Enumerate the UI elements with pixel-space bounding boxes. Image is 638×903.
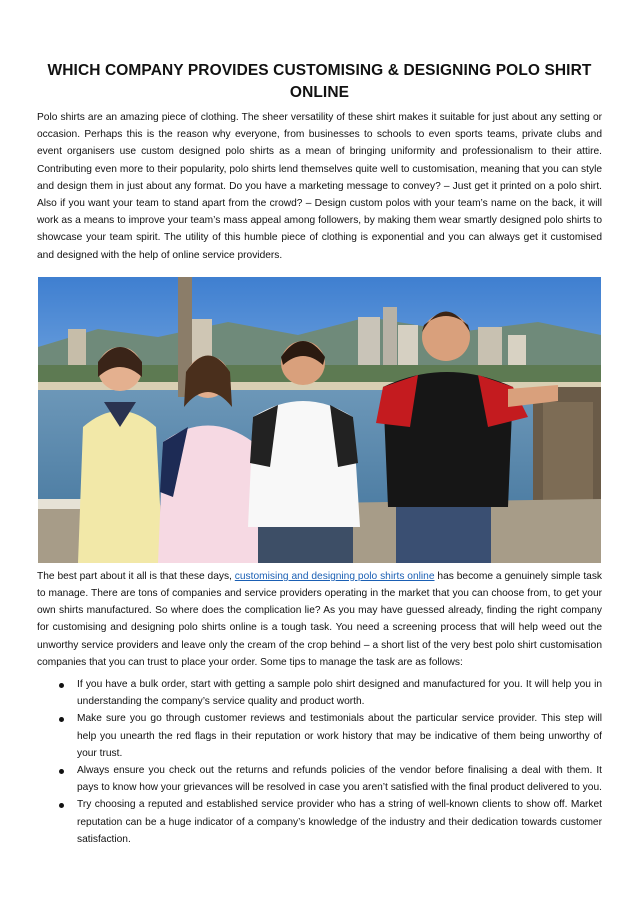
intro-paragraph: Polo shirts are an amazing piece of clothing. The sheer versatility of these shirt makes it suitable for just about any setting or occasion. Perhaps this is the reason why everyone, from businesses to schools to even sports teams, private clubs and event organisers use custom designed polo shirts as a mean of bringing uniformity and professionalism to their attire. Contributing even more to their popularity, polo shirts lend themselves quite well to customisation, meaning that you can style and design them in just about any format. Do you have a marketing message to convey? – Just get it printed on a polo shirt. Also if you want your team to stand apart from the crowd? – Design custom polos with your team’s name on the back, it will work as a means to improve your team’s mass appeal among followers, by making them wear smartly designed polo shirts to showcase your team spirit. The utility of this humble piece of clothing is exponential and you can always get it customised and designed with the help of online service providers. [37,112,602,261]
tips-list [37,676,602,848]
list-item [37,762,602,796]
tip-text: If you have a bulk order, start with getting a sample polo shirt designed and manufactured for you. It will help you in understanding the company’s service quality and product worth. [77,679,602,708]
tip-text: Try choosing a reputed and established service provider who has a string of well-known clients to show off. Market reputation can be a huge indicator of a company’s knowledge of the industry and their dedication towards customer satisfaction. [77,799,602,845]
body-text-end: has become a genuinely simple task to manage. There are tons of companies and service providers operating in the market that you can choose from, to get your own shirts manufactured. So where does the complication lie? As you may have guessed already, finding the right company for customising and designing polo shirts online is a tough task. You need a screening process that will help weed out the unworthy service providers and leave only the cream of the crop behind – a short list of the very best polo shirt customisation companies that you can trust to place your order. Some tips to manage the task are as follows: [37,570,603,668]
polo-shirts-photo [38,277,601,563]
body-text-start: The best part about it all is that these days, [37,570,235,582]
polo-customising-link[interactable]: customising and designing polo shirts online [234,570,435,582]
list-item [37,710,602,762]
list-item [37,676,602,710]
list-item [37,796,602,848]
body-paragraph [37,568,602,671]
page-title: WHICH COMPANY PROVIDES CUSTOMISING & DESIGNING POLO SHIRT ONLINE [47,62,592,101]
bullet-icon [59,683,64,688]
bullet-icon [59,769,64,774]
document-page [37,60,602,848]
tip-text: Make sure you go through customer reviews and testimonials about the particular service provider. This step will help you unearth the red flags in their reputation or work history that may be indicative of them being unworthy of your trust. [77,713,602,759]
bullet-icon [59,803,64,808]
bullet-icon [59,717,64,722]
tip-text: Always ensure you check out the returns and refunds policies of the vendor before finalising a deal with them. It pays to know how your grievances will be resolved in case you aren’t satisfied with the final product delivered to you. [77,765,602,794]
